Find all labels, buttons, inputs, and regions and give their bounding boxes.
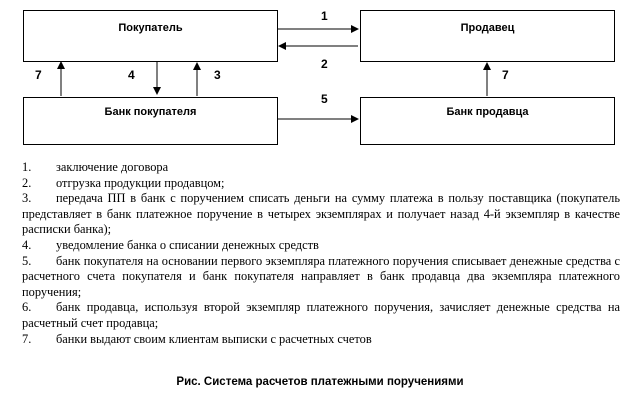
- legend-item: 5. банк покупателя на основании первого экземпляра платежного поручения списывает денежные средства с расчетного счета покупателя и банк покупателя направляет в банк продавца два экземпляра платежного поручения;: [22, 253, 620, 299]
- legend-item: 2. отгрузка продукции продавцом;: [22, 175, 225, 190]
- legend-item: 6. банк продавца, используя второй экземпляр платежного поручения, зачисляет денежные средства на расчетный счет продавца;: [22, 300, 620, 330]
- node-seller-bank-label: Банк продавца: [446, 106, 529, 118]
- edge-label-3: 3: [214, 68, 221, 82]
- node-buyer: [23, 10, 278, 62]
- edge-label-7-right: 7: [502, 68, 509, 82]
- node-seller-label: Продавец: [460, 22, 515, 34]
- node-buyer-label: Покупатель: [118, 22, 183, 34]
- legend-item: 1. заключение договора: [22, 160, 169, 174]
- node-seller-bank: [360, 97, 615, 145]
- edge-label-5: 5: [321, 92, 328, 106]
- figure-caption: Рис. Система расчетов платежными поручениями: [176, 376, 464, 388]
- edge-label-1: 1: [321, 9, 328, 23]
- node-seller: [360, 10, 615, 62]
- edge-label-2: 2: [321, 57, 328, 71]
- legend-item: 7. банки выдают своим клиентам выписки с расчетных счетов: [22, 331, 372, 346]
- node-buyer-bank-label: Банк покупателя: [104, 106, 197, 118]
- legend-item: 4. уведомление банка о списании денежных средств: [22, 237, 319, 252]
- node-buyer-bank: [23, 97, 278, 145]
- legend-item: 3. передача ПП в банк с поручением списать деньги на сумму платежа в пользу поставщика (покупатель представляет в банк платежное поручение в четырех экземплярах и получает назад 4-й экземпляр в качестве расписки банка);: [22, 191, 620, 237]
- legend-list: [22, 160, 620, 347]
- edge-label-7-left: 7: [35, 68, 42, 82]
- edge-label-4: 4: [128, 68, 135, 82]
